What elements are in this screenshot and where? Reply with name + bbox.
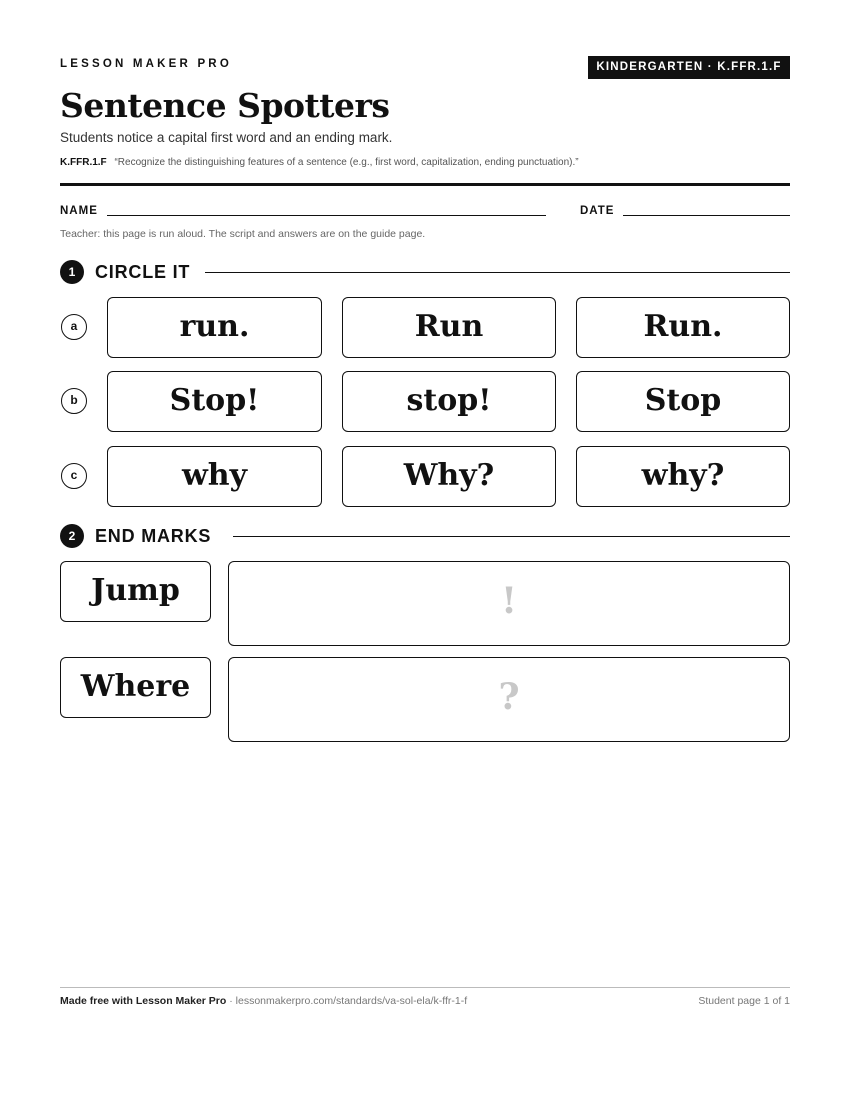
footer-page-number: Student page 1 of 1 (698, 995, 790, 1007)
row-letter-b: b (61, 388, 87, 414)
row-letter-c: c (61, 463, 87, 489)
section-number: 2 (60, 524, 84, 548)
section-number: 1 (60, 260, 84, 284)
word-card[interactable]: Run. (576, 297, 790, 358)
word-card[interactable]: why (107, 446, 322, 507)
grade-badge: KINDERGARTEN · K.FFR.1.F (588, 56, 790, 79)
section-title: CIRCLE IT (95, 262, 191, 282)
section-title: END MARKS (95, 526, 212, 546)
footer-url[interactable]: lessonmakerpro.com/standards/va-sol-ela/k-ffr-1-f (235, 995, 468, 1007)
name-field[interactable] (107, 215, 546, 216)
footer-made-with: Made free with Lesson Maker Pro (60, 995, 227, 1007)
word-card[interactable]: Stop (576, 371, 790, 432)
answer-box[interactable]: ! (228, 561, 790, 646)
page-title: Sentence Spotters (60, 86, 390, 125)
standard-code: K.FFR.1.F (60, 157, 107, 168)
section-end-marks-header (60, 524, 790, 548)
word-card[interactable]: stop! (342, 371, 556, 432)
section-circle-it-header (60, 260, 790, 284)
word-card[interactable]: why? (576, 446, 790, 507)
word-card: Jump (60, 561, 211, 622)
date-label: DATE (580, 205, 615, 217)
footer-separator: · (226, 995, 236, 1007)
date-field[interactable] (623, 215, 790, 216)
header-divider (60, 183, 790, 186)
standard-statement (60, 157, 579, 168)
section-rule (233, 536, 790, 537)
standard-text: “Recognize the distinguishing features of a sentence (e.g., first word, capitalization, ending punctuation).” (114, 157, 579, 168)
word-card: Where (60, 657, 211, 718)
section-rule (205, 272, 790, 273)
teacher-note: Teacher: this page is run aloud. The script and answers are on the guide page. (60, 228, 426, 240)
footer-divider (60, 987, 790, 988)
word-card[interactable]: run. (107, 297, 322, 358)
brand-name: LESSON MAKER PRO (60, 58, 232, 70)
word-card[interactable]: Run (342, 297, 556, 358)
answer-box[interactable]: ? (228, 657, 790, 742)
word-card[interactable]: Why? (342, 446, 556, 507)
row-letter-a: a (61, 314, 87, 340)
footer-credit (60, 995, 467, 1007)
word-card[interactable]: Stop! (107, 371, 322, 432)
page-subtitle: Students notice a capital first word and an ending mark. (60, 130, 393, 145)
name-label: NAME (60, 205, 98, 217)
